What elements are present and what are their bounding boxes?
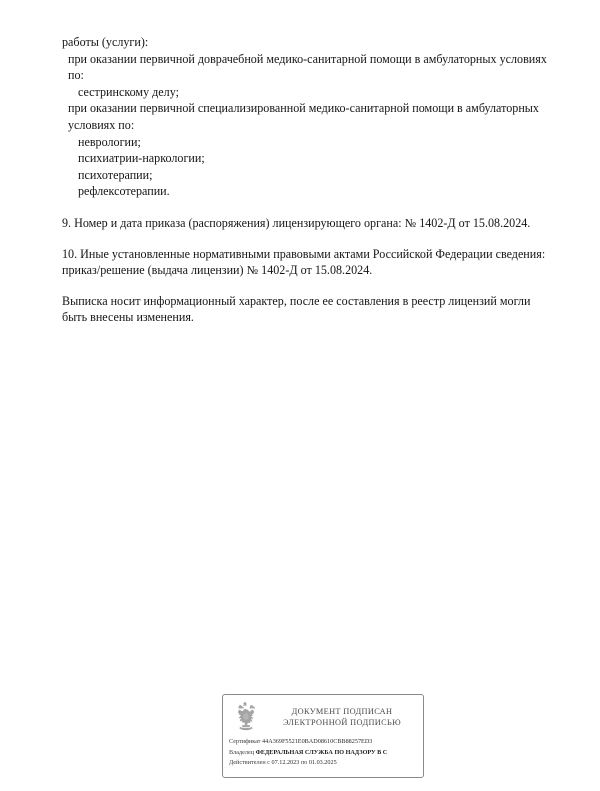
double-headed-eagle-emblem-icon <box>229 700 263 734</box>
service-block-intro-specialized: при оказании первичной специализированной медико-санитарной помощи в амбулаторных условиях по: <box>68 101 539 132</box>
stamp-certificate-value: 44A369F5521E0BAD08610CBB88257ED3 <box>262 738 373 745</box>
stamp-owner-label: Владелец <box>229 748 255 756</box>
works-services-heading: работы (услуги): <box>62 35 149 49</box>
service-item-psychotherapy: психотерапии; <box>78 167 153 182</box>
stamp-validity-to: 01.03.2025 <box>308 759 337 767</box>
stamp-validity-to-label: по <box>300 759 308 767</box>
stamp-title <box>263 706 419 728</box>
stamp-title-line-2: ЭЛЕКТРОННОЙ ПОДПИСЬЮ <box>282 717 402 727</box>
stamp-header <box>223 695 423 735</box>
stamp-validity-from: 07.12.2023 <box>271 759 300 767</box>
stamp-details <box>223 735 423 769</box>
stamp-validity-label: Действителен с <box>229 759 270 767</box>
electronic-signature-stamp <box>222 694 424 778</box>
stamp-owner-value: ФЕДЕРАЛЬНАЯ СЛУЖБА ПО НАДЗОРУ В С <box>255 748 388 756</box>
service-item-nursing: сестринскому делу; <box>78 84 179 99</box>
service-item-reflexotherapy: рефлексотерапии. <box>78 184 170 199</box>
stamp-title-line-1: ДОКУМЕНТ ПОДПИСАН <box>291 706 393 716</box>
spacer <box>62 279 552 293</box>
informational-disclaimer: Выписка носит информационный характер, после ее составления в реестр лицензий могли быть внесены изменения. <box>62 293 531 325</box>
stamp-owner-line <box>229 748 423 759</box>
stamp-validity-line <box>229 758 423 769</box>
clause-9-order-number-and-date: 9. Номер и дата приказа (распоряжения) лицензирующего органа: № 1402-Д от 15.08.2024. <box>62 215 531 230</box>
document-text-body <box>62 34 552 326</box>
service-item-neurology: неврологии; <box>78 134 141 149</box>
spacer <box>62 200 552 215</box>
stamp-certificate-label: Сертификат <box>229 738 261 745</box>
clause-10-other-info-line-1: 10. Иные установленные нормативными правовыми актами Российской Федерации сведения: <box>62 246 546 261</box>
clause-10-other-info-line-2: приказ/решение (выдача лицензии) № 1402-Д от 15.08.2024. <box>62 263 373 278</box>
stamp-certificate-line <box>229 737 423 748</box>
service-block-intro-prehospital: при оказании первичной доврачебной медико-санитарной помощи в амбулаторных условиях по: <box>68 51 547 83</box>
service-item-psychiatry-narcology: психиатрии-наркологии; <box>78 151 205 166</box>
spacer <box>62 232 552 246</box>
